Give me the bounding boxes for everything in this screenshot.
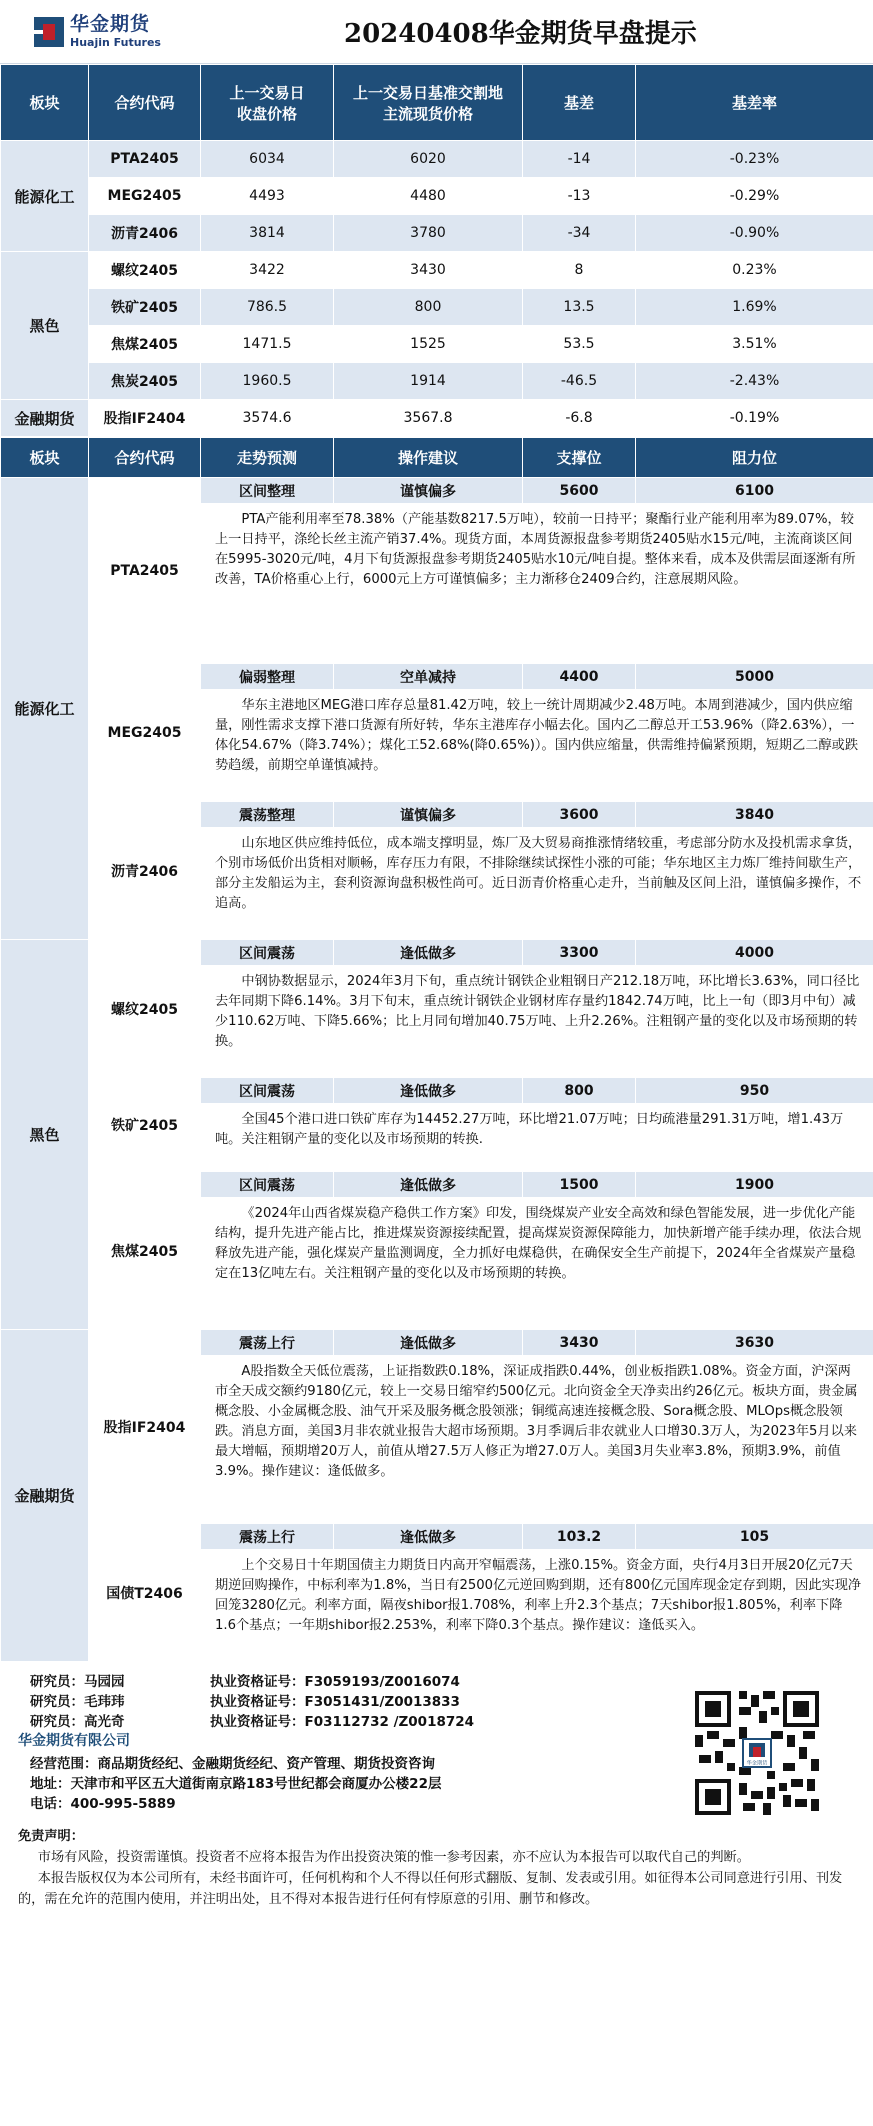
cell-support: 5600 [523, 478, 636, 504]
cell-spot: 6020 [334, 141, 523, 178]
business-scope: 经营范围：商品期货经纪、金融期货经纪、资产管理、期货投资咨询 [30, 1756, 435, 1772]
cell-basis: 8 [523, 252, 636, 289]
table-row [1, 289, 873, 326]
table-row [1, 363, 873, 400]
researcher-cert: 执业资格证号：F3051431/Z0013833 [210, 1694, 460, 1710]
strategy-table-header [1, 438, 873, 478]
cell-spot: 4480 [334, 178, 523, 215]
company-name: 华金期货有限公司 [18, 1733, 130, 1749]
cell-advice: 逢低做多 [334, 1172, 523, 1198]
cell-advice: 逢低做多 [334, 1330, 523, 1356]
cell-basis: -46.5 [523, 363, 636, 400]
cell-basis-rate: 3.51% [636, 326, 873, 363]
cell-resist: 3630 [636, 1330, 873, 1356]
cell-basis-rate: -0.19% [636, 400, 873, 437]
cell-spot: 3430 [334, 252, 523, 289]
cell-close: 3574.6 [201, 400, 334, 437]
col-sector: 板块 [1, 65, 89, 141]
company-phone: 电话：400-995-5889 [30, 1796, 176, 1812]
cell-basis: -34 [523, 215, 636, 252]
cell-basis: -13 [523, 178, 636, 215]
contract-code: 国债T2406 [89, 1524, 201, 1662]
report-footer [0, 1662, 873, 1910]
contract-code: MEG2405 [89, 664, 201, 802]
cell-close: 1471.5 [201, 326, 334, 363]
cell-resist: 6100 [636, 478, 873, 504]
col-basis: 基差 [523, 65, 636, 141]
cell-support: 800 [523, 1078, 636, 1104]
analysis-text: 华东主港地区MEG港口库存总量81.42万吨，较上一统计周期减少2.48万吨。本周到港减少，国内供应缩量，刚性需求支撑下港口货源有所好转，华东主港库存小幅去化。国内乙二醇总开工53.96%（降2.63%），一体化54.67%（降3.74%）；煤化工52.68%(降0.65%)）。国内供应缩量，供需维持偏紧预期，短期乙二醇或跌势趋缓，前期空单谨慎减持。 [201, 690, 873, 802]
contract-code: 铁矿2405 [89, 289, 201, 326]
cell-support: 1500 [523, 1172, 636, 1198]
cell-trend: 区间整理 [201, 478, 334, 504]
cell-basis: -6.8 [523, 400, 636, 437]
cell-resist: 105 [636, 1524, 873, 1550]
cell-advice: 逢低做多 [334, 1078, 523, 1104]
table-row [1, 400, 873, 437]
contract-code: 焦炭2405 [89, 363, 201, 400]
svg-text:华金期货: 华金期货 [746, 1760, 768, 1767]
col-resist: 阻力位 [636, 438, 873, 478]
col-code: 合约代码 [89, 65, 201, 141]
disclaimer-text-1: 市场有风险，投资需谨慎。投资者不应将本报告为作出投资决策的惟一参考因素，亦不应认为本报告可以取代自己的判断。 [37, 1850, 750, 1865]
researcher-name: 研究员：高光奇 [30, 1714, 125, 1730]
contract-code: 焦煤2405 [89, 326, 201, 363]
strategy-row [1, 1078, 873, 1104]
analysis-text: 《2024年山西省煤炭稳产稳供工作方案》印发，围绕煤炭产业安全高效和绿色智能发展，进一步优化产能结构，提升先进产能占比，推进煤炭资源接续配置，提高煤炭资源保障能力，加快新增产能手续办理，依法合规释放先进产能，强化煤炭产量监测调度，全力抓好电煤稳供，在确保安全生产前提下，2024年全省煤炭产量稳定在13亿吨左右。关注粗钢产量的变化以及市场预期的转换。 [201, 1198, 873, 1330]
cell-resist: 3840 [636, 802, 873, 828]
table-row [1, 178, 873, 215]
col-trend: 走势预测 [201, 438, 334, 478]
cell-spot: 800 [334, 289, 523, 326]
cell-close: 6034 [201, 141, 334, 178]
cell-resist: 4000 [636, 940, 873, 966]
cell-close: 4493 [201, 178, 334, 215]
strategy-table [0, 437, 873, 1662]
contract-code: 螺纹2405 [89, 252, 201, 289]
strategy-row [1, 664, 873, 690]
strategy-row [1, 1524, 873, 1550]
sector-label: 黑色 [1, 940, 89, 1330]
cell-basis-rate: -0.29% [636, 178, 873, 215]
disclaimer [0, 1812, 873, 1910]
contract-code: 股指IF2404 [89, 1330, 201, 1524]
cell-support: 103.2 [523, 1524, 636, 1550]
cell-close: 1960.5 [201, 363, 334, 400]
qr-code-icon [691, 1687, 823, 1819]
company-address: 地址：天津市和平区五大道街南京路183号世纪都会商厦办公楼22层 [30, 1776, 442, 1792]
cell-close: 3422 [201, 252, 334, 289]
strategy-row [1, 1172, 873, 1198]
logo-mark-icon [34, 17, 64, 47]
cell-spot: 3780 [334, 215, 523, 252]
cell-advice: 谨慎偏多 [334, 478, 523, 504]
strategy-row [1, 802, 873, 828]
col-advice: 操作建议 [334, 438, 523, 478]
cell-basis-rate: -0.23% [636, 141, 873, 178]
cell-basis: 53.5 [523, 326, 636, 363]
company-logo [34, 15, 224, 48]
table-row [1, 141, 873, 178]
basis-table [0, 64, 873, 437]
cell-support: 3300 [523, 940, 636, 966]
contract-code: 焦煤2405 [89, 1172, 201, 1330]
cell-advice: 谨慎偏多 [334, 802, 523, 828]
researcher-cert: 执业资格证号：F3059193/Z0016074 [210, 1674, 460, 1690]
basis-table-header [1, 65, 873, 141]
sector-label: 能源化工 [1, 478, 89, 940]
contract-code: 沥青2406 [89, 802, 201, 940]
cell-trend: 震荡整理 [201, 802, 334, 828]
analysis-text: PTA产能利用率至78.38%（产能基数8217.5万吨），较前一日持平；聚酯行业产能利用率为89.07%，较上一日持平，涤纶长丝主流产销37.4%。现货方面，本周货源报盘参考期货2405贴水15元/吨，主流商谈区间在5995-3020元/吨，4月下旬货源报盘参考期货2405贴水10元/吨自提。整体来看，成本及供需层面逐渐有所改善，TA价格重心上行，6000元上方可谨慎偏多；主力渐移仓2409合约，注意展期风险。 [201, 504, 873, 664]
cell-support: 3430 [523, 1330, 636, 1356]
cell-resist: 1900 [636, 1172, 873, 1198]
page-title: 20240408华金期货早盘提示 [344, 19, 697, 49]
contract-code: 铁矿2405 [89, 1078, 201, 1172]
cell-trend: 区间震荡 [201, 1172, 334, 1198]
col-sector: 板块 [1, 438, 89, 478]
contract-code: 股指IF2404 [89, 400, 201, 437]
cell-advice: 空单减持 [334, 664, 523, 690]
sector-label: 金融期货 [1, 400, 89, 437]
sector-label: 能源化工 [1, 141, 89, 252]
cell-trend: 震荡上行 [201, 1330, 334, 1356]
cell-trend: 区间震荡 [201, 940, 334, 966]
cell-advice: 逢低做多 [334, 940, 523, 966]
cell-spot: 3567.8 [334, 400, 523, 437]
logo-cn: 华金期货 [70, 13, 151, 35]
cell-basis-rate: -0.90% [636, 215, 873, 252]
col-basis-rate: 基差率 [636, 65, 873, 141]
logo-en: Huajin Futures [70, 36, 161, 49]
cell-basis-rate: 0.23% [636, 252, 873, 289]
contract-code: MEG2405 [89, 178, 201, 215]
cell-trend: 震荡上行 [201, 1524, 334, 1550]
strategy-row [1, 940, 873, 966]
disclaimer-text-2: 本报告版权仅为本公司所有，未经书面许可，任何机构和个人不得以任何形式翻版、复制、发表或引用。如征得本公司同意进行引用、刊发的，需在允许的范围内使用，并注明出处，且不得对本报告进行任何有悖原意的引用、删节和修改。 [18, 1871, 843, 1907]
contract-code: 沥青2406 [89, 215, 201, 252]
strategy-row [1, 478, 873, 504]
cell-basis: -14 [523, 141, 636, 178]
sector-label: 黑色 [1, 252, 89, 400]
report-header [0, 0, 873, 64]
cell-basis-rate: 1.69% [636, 289, 873, 326]
cell-support: 3600 [523, 802, 636, 828]
strategy-row [1, 1330, 873, 1356]
cell-resist: 5000 [636, 664, 873, 690]
col-spot-price: 上一交易日基准交割地 主流现货价格 [334, 65, 523, 141]
cell-spot: 1525 [334, 326, 523, 363]
cell-basis: 13.5 [523, 289, 636, 326]
table-row [1, 215, 873, 252]
cell-spot: 1914 [334, 363, 523, 400]
analysis-text: 上个交易日十年期国债主力期货日内高开窄幅震荡，上涨0.15%。资金方面，央行4月3日开展20亿元7天期逆回购操作，中标利率为1.8%，当日有2500亿元逆回购到期，还有800亿元国库现金定存到期，因此实现净回笼3280亿元。利率方面，隔夜shibor报1.708%，利率上升2.3个基点；7天shibor报1.805%，利率下降1.6个基点；一年期shibor报2.253%，利率下降0.3个基点。操作建议：逢低买入。 [201, 1550, 873, 1662]
disclaimer-title: 免责声明： [18, 1829, 84, 1844]
col-code: 合约代码 [89, 438, 201, 478]
table-row [1, 252, 873, 289]
analysis-text: 山东地区供应维持低位，成本端支撑明显，炼厂及大贸易商推涨情绪较重，考虑部分防水及投机需求拿货，个别市场低价出货相对顺畅，库存压力有限，不排除继续试探性小涨的可能；华东地区主力炼厂维持间歇生产，部分主发船运为主，套利资源询盘积极性尚可。近日沥青价格重心走升，当前触及区间上沿，谨慎偏多操作，不追高。 [201, 828, 873, 940]
contract-code: PTA2405 [89, 141, 201, 178]
col-support: 支撑位 [523, 438, 636, 478]
contract-code: 螺纹2405 [89, 940, 201, 1078]
researcher-name: 研究员：马园园 [30, 1674, 125, 1690]
researcher-cert: 执业资格证号：F03112732 /Z0018724 [210, 1714, 475, 1730]
contract-code: PTA2405 [89, 478, 201, 664]
cell-close: 3814 [201, 215, 334, 252]
table-row [1, 326, 873, 363]
researcher-name: 研究员：毛玮玮 [30, 1694, 125, 1710]
cell-basis-rate: -2.43% [636, 363, 873, 400]
analysis-text: A股指数全天低位震荡，上证指数跌0.18%，深证成指跌0.44%，创业板指跌1.08%。资金方面，沪深两市全天成交额约9180亿元，较上一交易日缩窄约500亿元。北向资金全天净卖出约26亿元。板块方面，贵金属概念股、小金属概念股、油气开采及服务概念股领涨；铜缆高速连接概念股、Sora概念股、MLOps概念股领跌。消息方面，美国3月非农就业报告大超市场预期。3月季调后非农就业人口增30.3万人，为2023年5月以来最大增幅，预期增20万人，前值从增27.5万人修正为增27.0万人。美国3月失业率3.8%，预期3.9%，前值3.9%。操作建议：逢低做多。 [201, 1356, 873, 1524]
sector-label: 金融期货 [1, 1330, 89, 1662]
cell-close: 786.5 [201, 289, 334, 326]
analysis-text: 全国45个港口进口铁矿库存为14452.27万吨，环比增21.07万吨；日均疏港量291.31万吨，增1.43万吨。关注粗钢产量的变化以及市场预期的转换. [201, 1104, 873, 1172]
cell-resist: 950 [636, 1078, 873, 1104]
col-last-close: 上一交易日 收盘价格 [201, 65, 334, 141]
cell-trend: 区间震荡 [201, 1078, 334, 1104]
analysis-text: 中钢协数据显示，2024年3月下旬，重点统计钢铁企业粗钢日产212.18万吨，环比增长3.63%，同口径比去年同期下降6.14%。3月下旬末，重点统计钢铁企业钢材库存量约1842.74万吨，比上一旬（即3月中旬）减少110.62万吨、下降5.66%；比上月同旬增加40.75万吨、上升2.26%。注粗钢产量的变化以及市场预期的转换。 [201, 966, 873, 1078]
cell-advice: 逢低做多 [334, 1524, 523, 1550]
cell-trend: 偏弱整理 [201, 664, 334, 690]
cell-support: 4400 [523, 664, 636, 690]
